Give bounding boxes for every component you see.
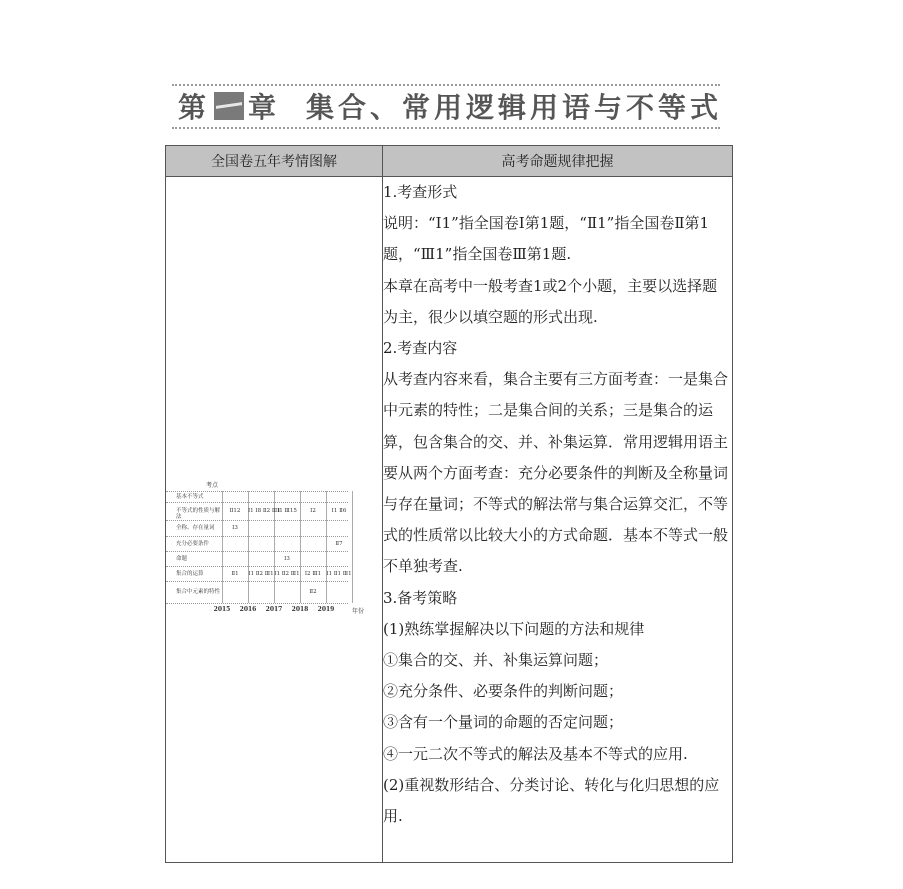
chart-cell-value: Ⅱ2 (309, 589, 317, 595)
exam-topic-chart (166, 470, 382, 620)
chart-year-label: 2015 (213, 606, 231, 613)
exam-patterns-cell (383, 177, 733, 863)
chapter-prefix: 第 (178, 91, 211, 124)
chart-row-label: 命题 (176, 555, 188, 562)
chart-year-label: 2017 (265, 606, 283, 613)
section-title-strategy: 3.备考策略 (383, 588, 458, 607)
strategy-item-3: ③含有一个量词的命题的否定问题； (383, 713, 624, 732)
grid-line (166, 502, 348, 503)
chart-row-label: 集合中元素的特性 (176, 589, 221, 595)
chart-cell-value: Ⅱ1 (231, 570, 239, 577)
dotted-divider (172, 127, 720, 129)
chart-row-label: 集合的运算 (176, 570, 204, 577)
strategy-sub1: (1)熟练掌握解决以下问题的方法和规律 (383, 619, 645, 638)
chart-cell-value: Ⅰ2 (310, 508, 316, 514)
exam-overview-table (165, 145, 733, 863)
chart-year-label: 2018 (291, 606, 309, 613)
strategy-item-2: ②充分条件、必要条件的判断问题； (383, 682, 624, 701)
exam-chart-cell (166, 177, 383, 863)
x-axis-label: 年份 (352, 608, 365, 615)
chart-cell-value: Ⅰ1 Ⅱ2 Ⅲ1 (248, 570, 274, 577)
chapter-header (172, 84, 723, 128)
chapter-title (178, 88, 722, 124)
grid-line (166, 491, 348, 492)
chart-cell-value: Ⅱ12 (229, 508, 241, 514)
chart-cell-value: Ⅰ1 Ⅱ6 (331, 508, 347, 514)
chart-year-label: 2016 (239, 606, 257, 613)
chart-row-label: 不等式的性质与解法 (176, 508, 221, 520)
section-title-format: 1.考查形式 (383, 183, 458, 201)
chart-year-label: 2019 (317, 606, 335, 613)
chart-cell-value: Ⅰ1 Ⅱ2 Ⅲ1 (274, 570, 300, 577)
grid-line (166, 581, 348, 582)
chart-row-label: 基本不等式 (176, 493, 204, 500)
strategy-item-1: ①集合的交、并、补集运算问题； (383, 651, 609, 670)
col-header-exam-chart: 全国卷五年考情图解 (166, 146, 383, 177)
strategy-sub2: (2)重视数形结合、分类讨论、转化与化归思想的应用. (383, 775, 720, 826)
chart-cell-value: Ⅱ7 (335, 540, 343, 547)
grid-line (166, 551, 348, 552)
section-title-content: 2.考查内容 (383, 339, 458, 358)
chart-cell-value: Ⅰ1 Ⅲ15 (277, 508, 297, 514)
strategy-item-4: ④一元二次不等式的解法及基本不等式的应用. (383, 744, 688, 763)
chapter-title-text: 集合、常用逻辑用语与不等式 (306, 91, 723, 124)
content-description: 从考查内容来看，集合主要有三方面考查：一是集合中元素的特性；二是集合间的关系；三是集合的运算，包含集合的交、并、补集运算．常用逻辑用语主要从两个方面考查：充分必要条件的判断及全称量词与存在量词；不等式的解法常与集合运算交汇，不等式的性质常以比较大小的方式命题．基本不等式一般不单独考查. (383, 370, 729, 576)
grid-line (352, 491, 353, 603)
chart-row-label: 全称、存在量词 (176, 525, 215, 531)
col-header-exam-patterns: 高考命题规律把握 (383, 146, 733, 177)
chart-row-label: 充分必要条件 (176, 540, 210, 547)
grid-line (166, 603, 348, 604)
grid-line (166, 566, 348, 567)
grid-line (166, 536, 348, 537)
chart-cell-value: Ⅰ2 Ⅲ1 (304, 570, 322, 577)
chart-cell-value: Ⅰ3 (284, 555, 290, 562)
chart-cell-value: Ⅰ1 Ⅰ8 Ⅱ2 Ⅲ1 (248, 508, 281, 514)
format-summary: 本章在高考中一般考查1或2个小题，主要以选择题为主，很少以填空题的形式出现. (383, 276, 718, 326)
grid-line (166, 520, 348, 521)
format-explanation: 说明：“Ⅰ1”指全国卷Ⅰ第1题，“Ⅱ1”指全国卷Ⅱ第1题，“Ⅲ1”指全国卷Ⅲ第1题. (383, 214, 710, 264)
y-axis-label: 考点 (206, 482, 219, 489)
chart-cell-value: Ⅰ3 (232, 525, 238, 531)
chart-cell-value: Ⅰ1 Ⅱ1 Ⅲ1 (326, 570, 352, 577)
chapter-suffix: 章 (248, 91, 281, 124)
chapter-number-badge (214, 92, 244, 120)
